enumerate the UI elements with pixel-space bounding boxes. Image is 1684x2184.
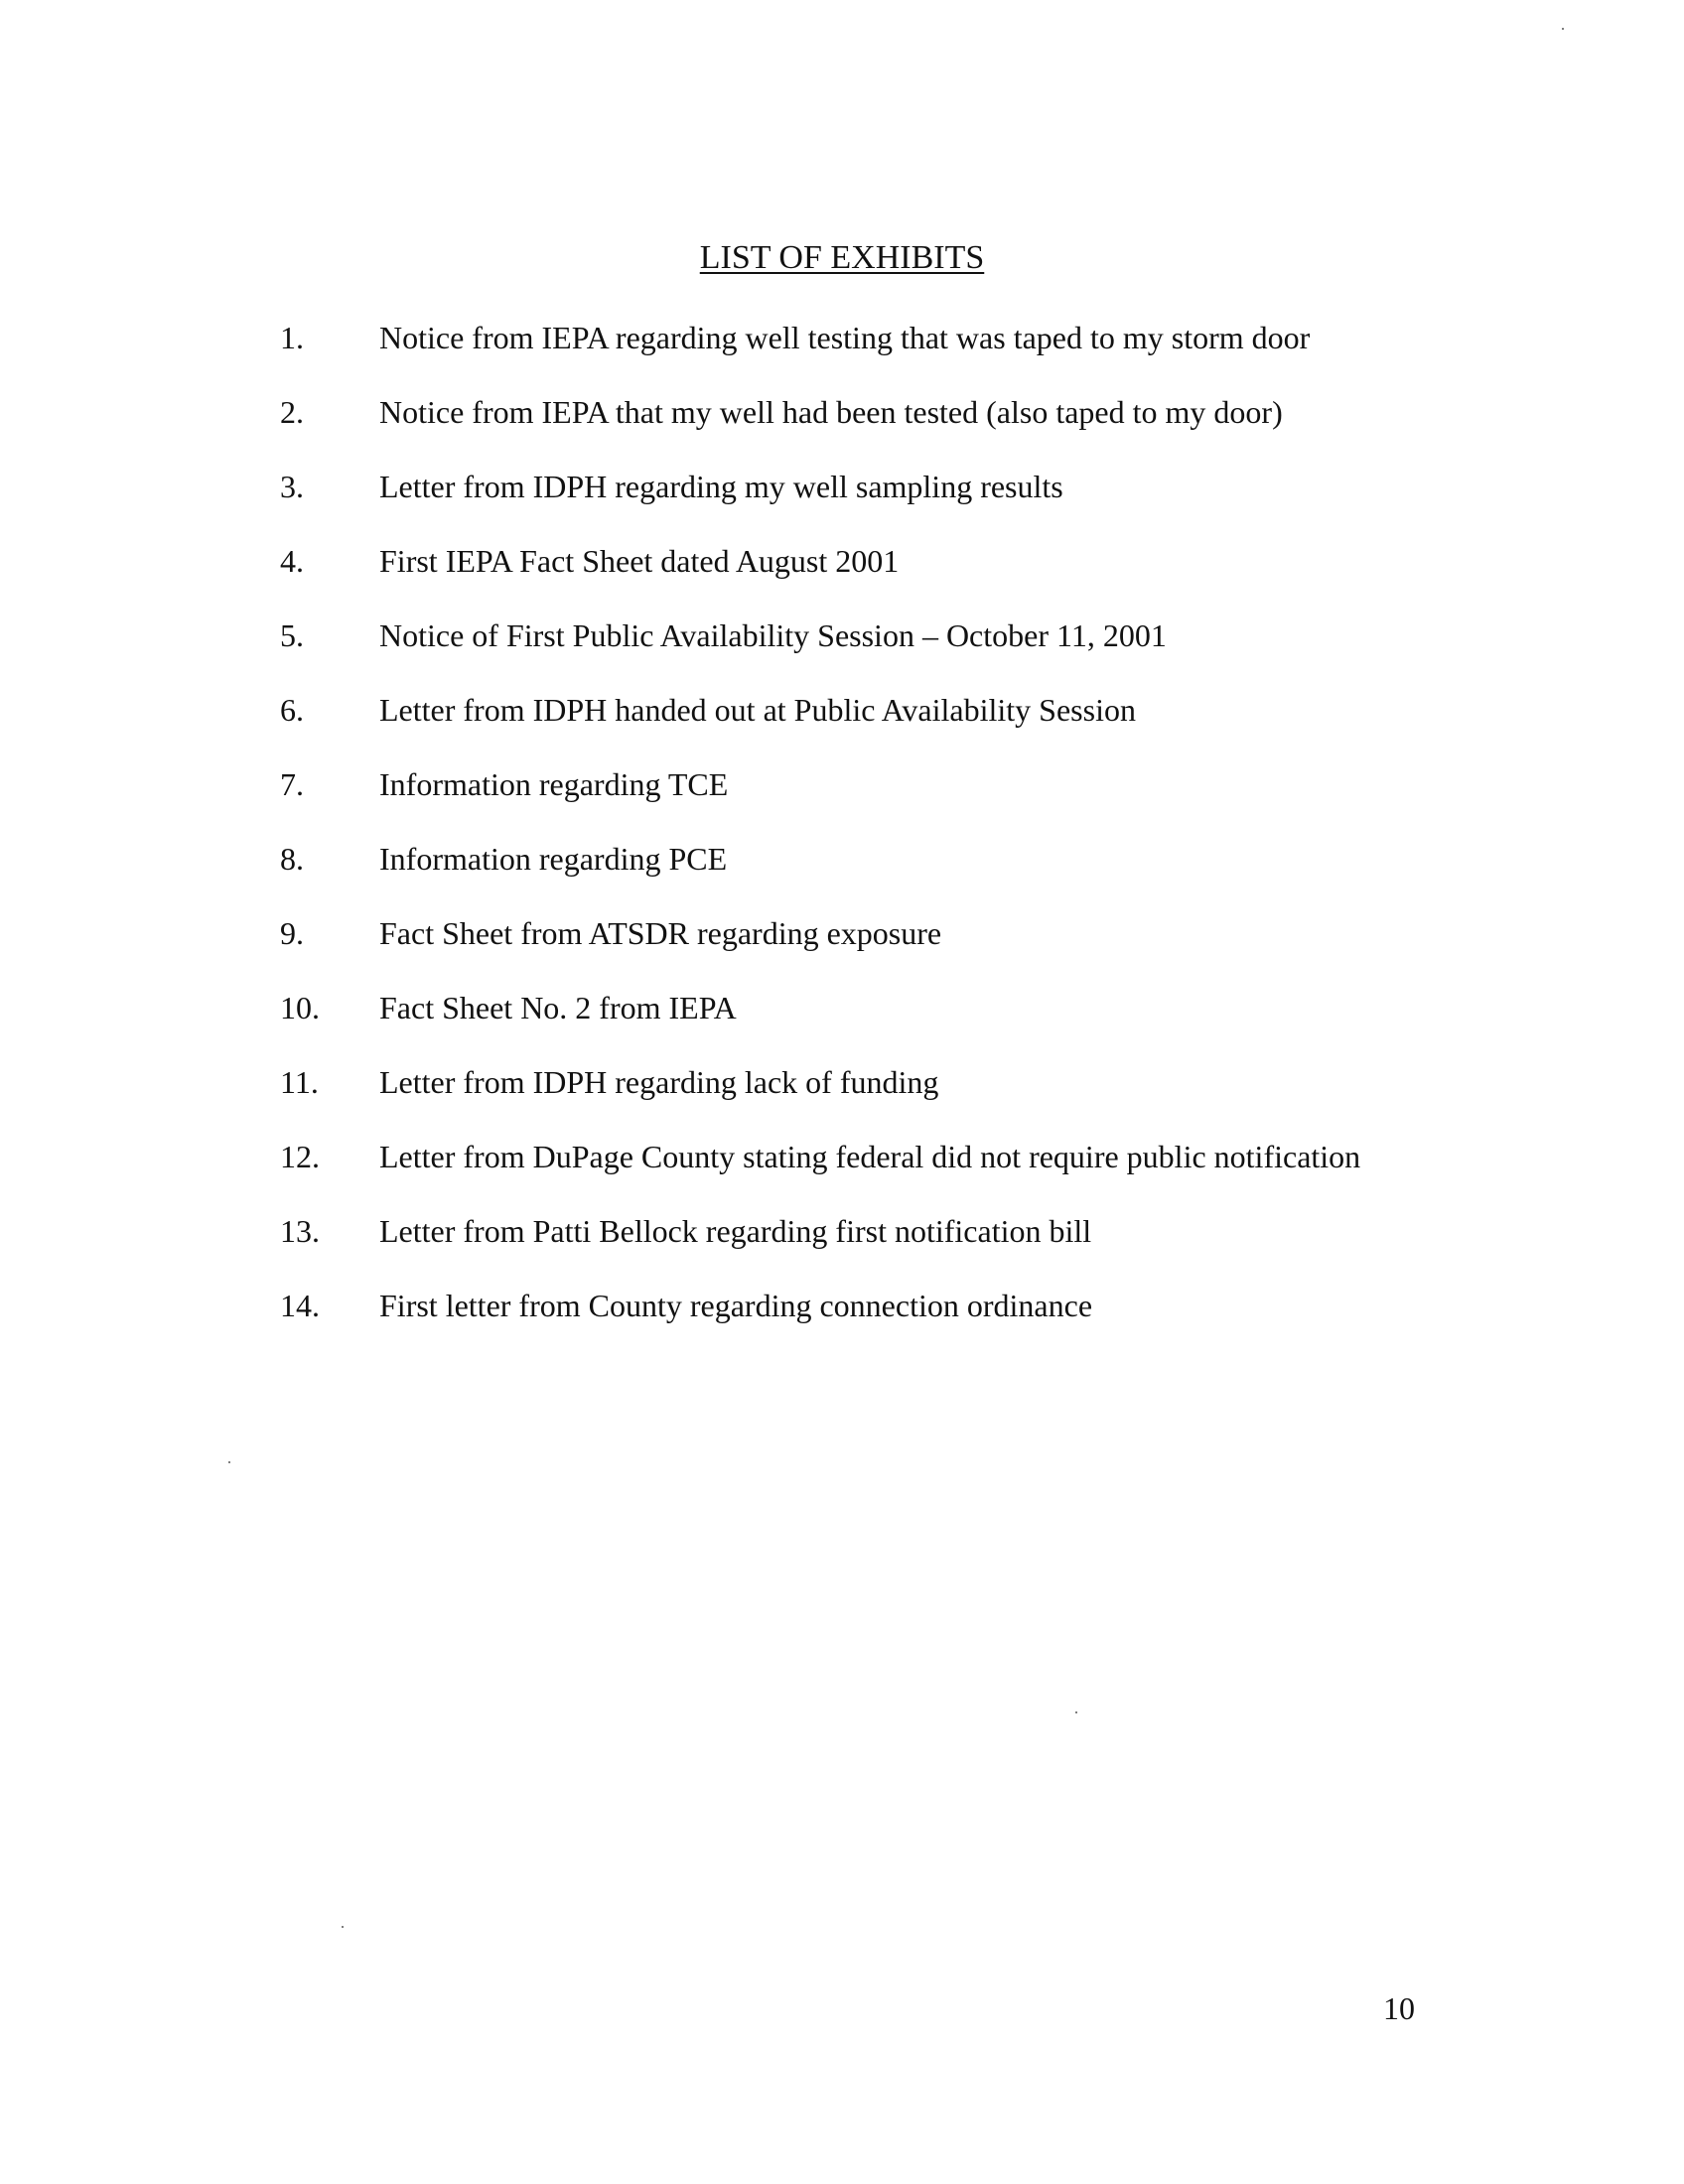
exhibit-number: 12. <box>280 1139 320 1174</box>
exhibit-description: Letter from DuPage County stating federal did not require public notification <box>379 1139 1361 1174</box>
exhibit-description: Notice from IEPA that my well had been tested (also taped to my door) <box>379 394 1283 430</box>
exhibit-description: Fact Sheet from ATSDR regarding exposure <box>379 915 942 951</box>
exhibit-item <box>0 539 1684 583</box>
exhibit-item <box>0 465 1684 508</box>
exhibit-number: 1. <box>280 320 304 355</box>
exhibit-description: Notice from IEPA regarding well testing that was taped to my storm door <box>379 320 1311 355</box>
exhibit-description: Fact Sheet No. 2 from IEPA <box>379 990 737 1025</box>
scan-speck <box>342 1926 344 1928</box>
exhibit-item <box>0 688 1684 732</box>
exhibit-number: 5. <box>280 617 304 653</box>
exhibit-description: Notice of First Public Availability Session – October 11, 2001 <box>379 617 1167 653</box>
exhibit-item <box>0 1135 1684 1178</box>
page-number: 10 <box>1383 1990 1415 2026</box>
exhibit-description: First letter from County regarding connection ordinance <box>379 1288 1093 1323</box>
page-title-text: LIST OF EXHIBITS <box>699 239 985 276</box>
exhibit-item <box>0 1060 1684 1104</box>
exhibit-item <box>0 316 1684 359</box>
scan-speck <box>1075 1711 1077 1713</box>
exhibit-number: 2. <box>280 394 304 430</box>
exhibit-item <box>0 390 1684 434</box>
exhibit-description: Letter from IDPH regarding lack of funding <box>379 1064 939 1100</box>
exhibit-number: 13. <box>280 1213 320 1249</box>
exhibit-description: Letter from IDPH handed out at Public Availability Session <box>379 692 1136 728</box>
scan-speck <box>228 1461 230 1463</box>
exhibit-description: Information regarding TCE <box>379 766 729 802</box>
exhibit-description: Letter from Patti Bellock regarding first notification bill <box>379 1213 1092 1249</box>
exhibit-item <box>0 986 1684 1029</box>
exhibit-item <box>0 837 1684 881</box>
exhibit-number: 4. <box>280 543 304 579</box>
exhibit-description: First IEPA Fact Sheet dated August 2001 <box>379 543 900 579</box>
exhibit-item <box>0 1284 1684 1327</box>
exhibit-number: 11. <box>280 1064 319 1100</box>
exhibit-item <box>0 911 1684 955</box>
exhibit-number: 3. <box>280 469 304 504</box>
scan-speck <box>1562 28 1564 30</box>
exhibit-item <box>0 762 1684 806</box>
exhibit-number: 14. <box>280 1288 320 1323</box>
exhibit-number: 6. <box>280 692 304 728</box>
exhibit-number: 7. <box>280 766 304 802</box>
exhibit-number: 10. <box>280 990 320 1025</box>
exhibit-item <box>0 614 1684 657</box>
exhibit-description: Information regarding PCE <box>379 841 728 877</box>
exhibit-item <box>0 1209 1684 1253</box>
exhibit-number: 8. <box>280 841 304 877</box>
exhibit-number: 9. <box>280 915 304 951</box>
exhibit-description: Letter from IDPH regarding my well sampling results <box>379 469 1063 504</box>
